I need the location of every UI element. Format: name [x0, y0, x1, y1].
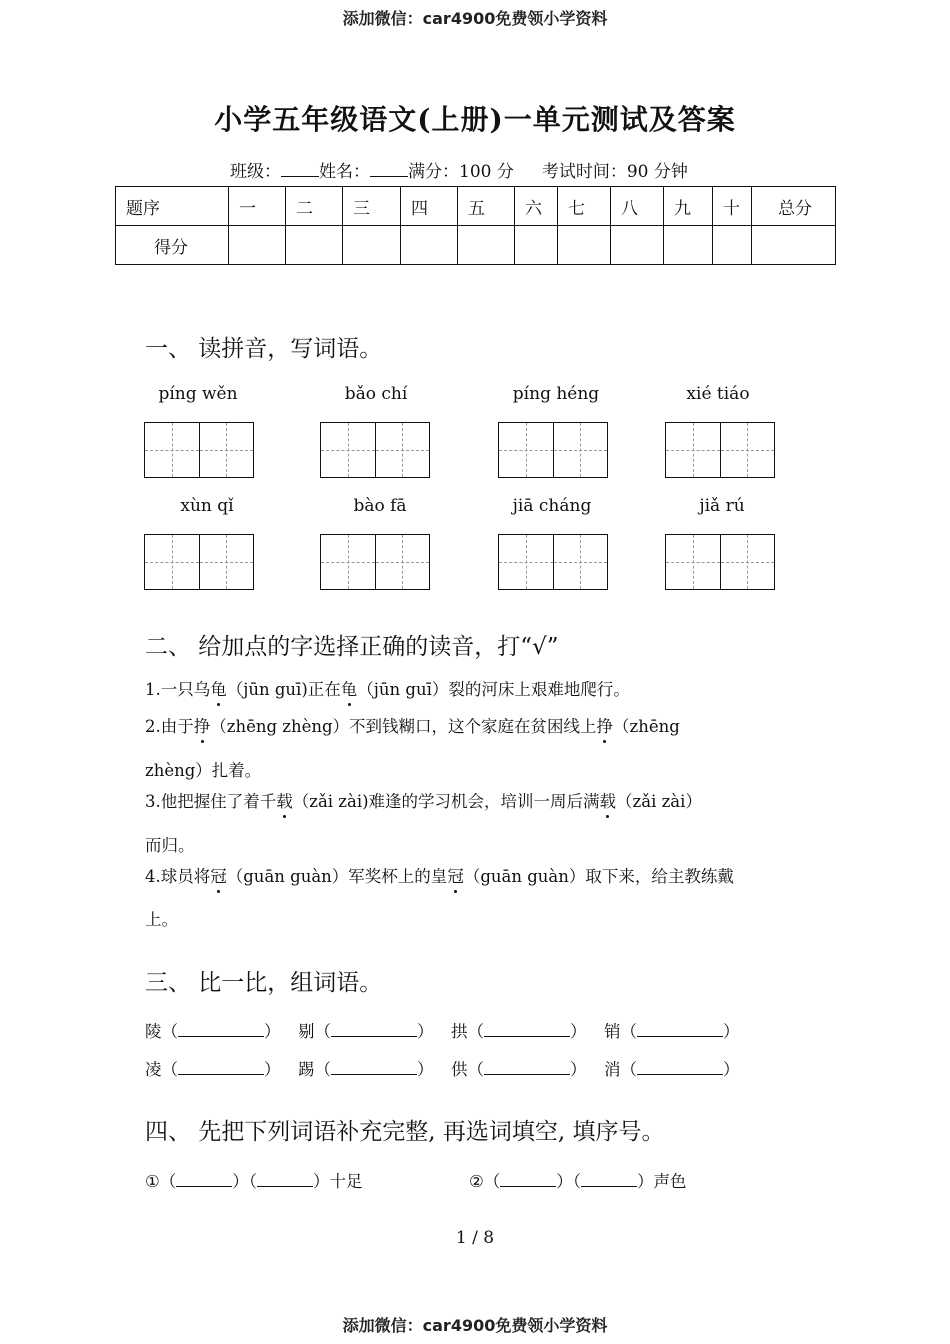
table-header-cell: 四: [401, 187, 458, 226]
watermark-bottom: 添加微信：car4900免费领小学资料: [342, 1316, 608, 1335]
q3-text: 3.他把握住了着千: [145, 792, 277, 811]
q3-dotted-char: 载: [276, 792, 293, 811]
score-table-score-row: [116, 226, 836, 265]
page-title: 小学五年级语文(上册)一单元测试及答案: [214, 103, 736, 136]
compare-row-1: [145, 1018, 757, 1042]
compare-item[interactable]: 陵（ ）: [145, 1022, 281, 1041]
score-cell[interactable]: [558, 226, 611, 265]
compare-item[interactable]: 供（ ）: [451, 1060, 587, 1079]
score-cell[interactable]: [343, 226, 401, 265]
table-header-cell: 题序: [116, 187, 229, 226]
table-header-cell: 七: [558, 187, 611, 226]
score-table: [115, 186, 836, 265]
score-cell[interactable]: [458, 226, 515, 265]
compare-item[interactable]: 拱（ ）: [451, 1022, 587, 1041]
question-3-cont: 而归。: [145, 836, 195, 855]
pinyin-label: píng wěn: [158, 384, 238, 404]
table-header-cell: 八: [611, 187, 664, 226]
section-1-title: 一、 读拼音，写词语。: [145, 336, 383, 362]
table-header-cell: 九: [664, 187, 713, 226]
score-cell[interactable]: [713, 226, 752, 265]
writing-grid[interactable]: [665, 534, 775, 590]
score-cell[interactable]: [401, 226, 458, 265]
question-3: [145, 788, 702, 812]
question-4-cont: 上。: [145, 910, 178, 929]
question-2: [145, 713, 680, 737]
pinyin-label: jiǎ rú: [699, 496, 745, 516]
pinyin-label: xùn qǐ: [180, 496, 234, 516]
class-label: 班级：: [230, 162, 281, 182]
exam-time: 考试时间：90 分钟: [541, 162, 688, 182]
pinyin-label: bǎo chí: [344, 384, 408, 404]
q3-options[interactable]: （zǎi zài）: [616, 792, 702, 811]
q4-text: 4.球员将: [145, 867, 211, 886]
writing-grid[interactable]: [144, 534, 254, 590]
section-2-title: 二、 给加点的字选择正确的读音，打“√”: [145, 634, 559, 660]
q3-dotted-char: 载: [599, 792, 617, 811]
question-4: [145, 863, 734, 887]
q1-dotted-char: 龟: [340, 680, 358, 699]
score-cell[interactable]: [752, 226, 836, 265]
q1-options[interactable]: （jūn guī)正在: [226, 680, 341, 699]
table-header-cell: 总分: [752, 187, 836, 226]
table-header-cell: 十: [713, 187, 752, 226]
idiom-row: [145, 1168, 687, 1192]
q4-options[interactable]: （guān guàn）取下来，给主教练戴: [463, 867, 734, 886]
q3-options[interactable]: （zǎi zài)难逢的学习机会，培训一周后满: [292, 792, 600, 811]
idiom-item-2[interactable]: ②（ ）（ ）声色: [469, 1172, 687, 1191]
q4-dotted-char: 冠: [210, 867, 227, 886]
q4-options[interactable]: （guān guàn）军奖杯上的皇: [226, 867, 448, 886]
pinyin-label: píng héng: [512, 384, 600, 404]
q1-options[interactable]: （jūn guī）裂的河床上艰难地爬行。: [357, 680, 630, 699]
table-header-cell: 六: [515, 187, 558, 226]
compare-item[interactable]: 踢（ ）: [298, 1060, 434, 1079]
q2-dotted-char: 挣: [193, 717, 211, 736]
score-cell[interactable]: [515, 226, 558, 265]
table-header-cell: 五: [458, 187, 515, 226]
writing-grid[interactable]: [144, 422, 254, 478]
score-cell[interactable]: [611, 226, 664, 265]
score-table-header-row: [116, 187, 836, 226]
score-cell[interactable]: [664, 226, 713, 265]
table-header-cell: 三: [343, 187, 401, 226]
page-number: 1 / 8: [455, 1228, 495, 1248]
section-4-title: 四、 先把下列词语补充完整, 再选词填空, 填序号。: [145, 1119, 665, 1145]
table-row-label: 得分: [116, 226, 229, 265]
q2-text: 2.由于: [145, 717, 194, 736]
compare-item[interactable]: 剔（ ）: [298, 1022, 434, 1041]
q1-dotted-char: 龟: [210, 680, 227, 699]
q2-options[interactable]: （zhēng zhèng）不到钱糊口，这个家庭在贫困线上: [210, 717, 597, 736]
q1-text: 1.一只乌: [145, 680, 211, 699]
score-cell[interactable]: [229, 226, 286, 265]
writing-grid[interactable]: [498, 422, 608, 478]
writing-grid[interactable]: [320, 422, 430, 478]
q4-dotted-char: 冠: [447, 867, 464, 886]
idiom-item-1[interactable]: ①（ ）（ ）十足: [145, 1172, 363, 1191]
question-2-cont[interactable]: zhèng）扎着。: [145, 761, 262, 780]
writing-grid[interactable]: [320, 534, 430, 590]
q2-options[interactable]: （zhēng: [613, 717, 680, 736]
compare-item[interactable]: 凌（ ）: [145, 1060, 281, 1079]
table-header-cell: 二: [286, 187, 343, 226]
class-blank[interactable]: [281, 162, 319, 177]
pinyin-label: bào fā: [353, 496, 407, 516]
table-header-cell: 一: [229, 187, 286, 226]
question-1: [145, 676, 630, 700]
score-cell[interactable]: [286, 226, 343, 265]
writing-grid[interactable]: [665, 422, 775, 478]
pinyin-label: jiā cháng: [512, 496, 592, 516]
compare-item[interactable]: 销（ ）: [604, 1022, 740, 1041]
name-label: 姓名：: [319, 162, 370, 182]
full-score: 满分：100 分: [408, 162, 514, 182]
exam-info: [230, 157, 688, 182]
pinyin-label: xié tiáo: [686, 384, 750, 404]
writing-grid[interactable]: [498, 534, 608, 590]
watermark-top: 添加微信：car4900免费领小学资料: [342, 9, 608, 28]
q2-dotted-char: 挣: [596, 717, 614, 736]
compare-row-2: [145, 1056, 757, 1080]
compare-item[interactable]: 消（ ）: [604, 1060, 740, 1079]
name-blank[interactable]: [370, 162, 408, 177]
section-3-title: 三、 比一比，组词语。: [145, 970, 383, 996]
